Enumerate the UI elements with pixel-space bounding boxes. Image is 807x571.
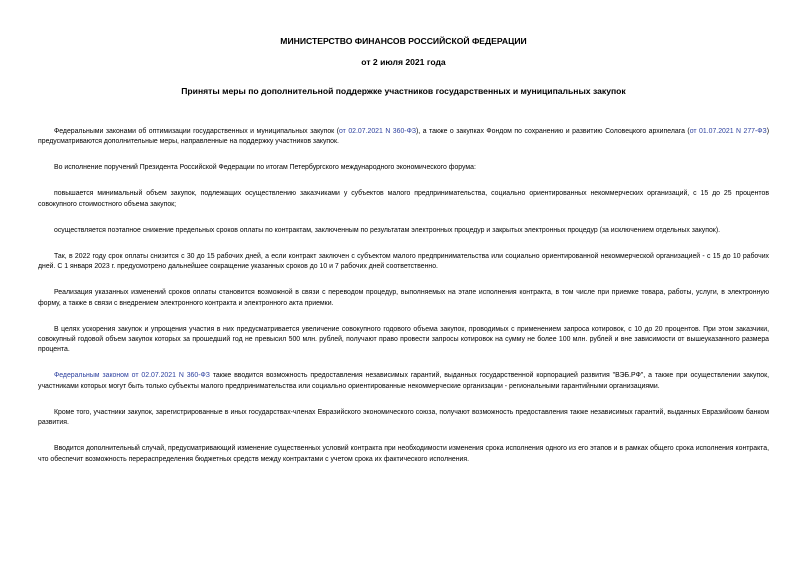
paragraph-quotations: В целях ускорения закупок и упрощения участия в них предусматривается увеличение совокупного годового объема закупок, проводимых с применением запроса котировок, с 10 до 20 процентов. При этом заказчики, совокупный годовой объем закупок которых за прошедший год не превысил 500 млн. рублей, получают право провести запросы котировок на сумму не более 100 млн. рублей и вне зависимости от вышеуказанного размера процента. (38, 325, 769, 354)
paragraph-text: также вводится возможность предоставления независимых гарантий, выданных государственной корпорацией развития "ВЭБ.РФ", а также при осуществлении закупок, участниками которых могут быть только субъекты малого предпринимательства или социально ориентированные некоммерческие организации - региональными гарантийными организациями. (38, 372, 769, 390)
paragraph-eaeu: Кроме того, участники закупок, зарегистрированные в иных государствах-членах Евразийского экономического союза, получают возможность предоставления также независимых гарантий, выданных Евразийским банком развития. (38, 408, 769, 427)
paragraph-min-volume: повышается минимальный объем закупок, подлежащих осуществлению заказчиками у субъектов малого предпринимательства, социально ориентированных некоммерческих организаций, с 15 до 25 процентов совокупного стоимостного объема закупок; (38, 190, 769, 208)
paragraph-instructions: Во исполнение поручений Президента Российской Федерации по итогам Петербургского международного экономического форума: (54, 164, 476, 172)
law-link-360fz[interactable]: от 02.07.2021 N 360-ФЗ (339, 128, 416, 135)
paragraph-payment-terms: осуществляется поэтапное снижение предельных сроков оплаты по контрактам, заключенным по результатам электронных процедур и закрытых электронных процедур (за исключением отдельных закупок). (54, 226, 721, 234)
document-date: от 2 июля 2021 года (361, 57, 446, 67)
law-link-federal-360fz[interactable]: Федеральным законом от 02.07.2021 N 360-ФЗ (54, 372, 210, 380)
ministry-heading: МИНИСТЕРСТВО ФИНАНСОВ РОССИЙСКОЙ ФЕДЕРАЦИИ (280, 36, 527, 46)
paragraph-2022-terms: Так, в 2022 году срок оплаты снизится с 30 до 15 рабочих дней, а если контракт заключен с субъектом малого предпринимательства или социально ориентированной некоммерческой организацией - с 15 до 10 рабочих дней. С 1 января 2023 г. предусмотрено дальнейшее сокращение указанных сроков до 10 и 7 рабочих дней соответственно. (38, 252, 769, 271)
paragraph-guarantees (38, 371, 769, 392)
paragraph-text: Федеральными законами об оптимизации государственных и муниципальных закупок ( (54, 128, 339, 135)
document-body (38, 127, 769, 481)
paragraph-text: ) предусматриваются дополнительные меры, направленные на поддержку участников закупок. (38, 128, 769, 146)
paragraph-laws (38, 127, 769, 148)
document-title: Приняты меры по дополнительной поддержке участников государственных и муниципальных закупок (181, 86, 626, 96)
paragraph-electronic-acceptance: Реализация указанных изменений сроков оплаты становится возможной в связи с переводом процедур, выполняемых на этапе исполнения контракта, в том числе при приемке товара, работы, услуги, в электронную форму, а также в связи с внедрением электронного контракта и электронного акта приемки. (38, 289, 769, 307)
paragraph-contract-change: Вводится дополнительный случай, предусматривающий изменение существенных условий контракта при необходимости изменения срока исполнения одного из его этапов и в рамках общего срока исполнения контракта, что обеспечит возможность перераспределения бюджетных средств между контрактами с учетом срока их фактического исполнения. (38, 445, 769, 463)
law-link-277fz[interactable]: от 01.07.2021 N 277-ФЗ (689, 128, 767, 135)
paragraph-text: ), а также о закупках Фондом по сохранению и развитию Соловецкого архипелага ( (416, 128, 690, 135)
